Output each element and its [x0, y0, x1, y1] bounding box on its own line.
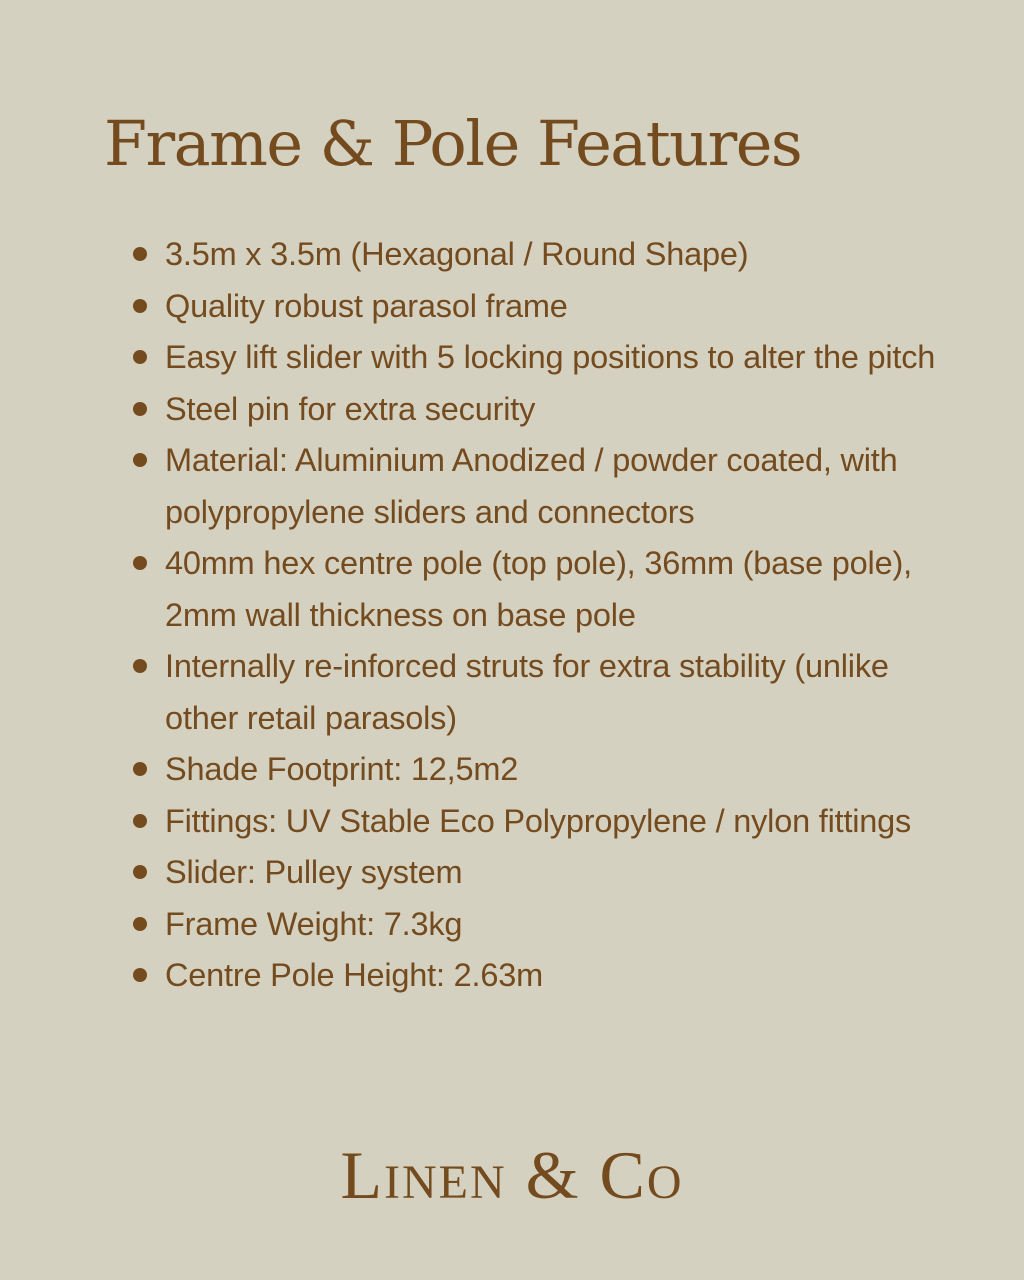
bullet-icon: [133, 299, 147, 313]
feature-text: Material: Aluminium Anodized / powder coated, with polypropylene sliders and connectors: [165, 442, 898, 530]
page-title: Frame & Pole Features: [104, 107, 802, 180]
brand-logo: Linen & Co: [340, 1137, 684, 1213]
bullet-icon: [133, 762, 147, 776]
feature-item: [165, 229, 955, 281]
feature-text: Slider: Pulley system: [165, 854, 463, 890]
bullet-icon: [133, 350, 147, 364]
feature-text: Centre Pole Height: 2.63m: [165, 957, 543, 993]
feature-text: Internally re-inforced struts for extra stability (unlike other retail parasols): [165, 648, 889, 736]
feature-text: Frame Weight: 7.3kg: [165, 905, 463, 942]
bullet-icon: [133, 917, 147, 931]
feature-item: [165, 847, 955, 899]
bullet-icon: [133, 659, 147, 673]
bullet-icon: [133, 453, 147, 467]
feature-list: [165, 229, 955, 1002]
bullet-icon: [133, 556, 147, 570]
feature-text: Quality robust parasol frame: [165, 287, 568, 324]
feature-text: 40mm hex centre pole (top pole), 36mm (base pole), 2mm wall thickness on base pole: [165, 545, 912, 633]
feature-item: [165, 796, 955, 848]
bullet-icon: [133, 814, 147, 828]
bullet-icon: [133, 865, 147, 879]
bullet-icon: [133, 402, 147, 416]
feature-item: [165, 538, 955, 641]
feature-item: [165, 641, 955, 744]
feature-text: Fittings: UV Stable Eco Polypropylene / nylon fittings: [165, 802, 912, 839]
feature-item: [165, 435, 955, 538]
feature-item: [165, 950, 955, 1002]
bullet-icon: [133, 968, 147, 982]
feature-text: Steel pin for extra security: [165, 390, 536, 427]
bullet-icon: [133, 247, 147, 261]
feature-item: [165, 899, 955, 951]
feature-item: [165, 332, 955, 384]
feature-text: 3.5m x 3.5m (Hexagonal / Round Shape): [165, 236, 749, 272]
feature-item: [165, 384, 955, 436]
feature-item: [165, 281, 955, 333]
feature-text: Easy lift slider with 5 locking positions to alter the pitch: [165, 339, 936, 375]
feature-text: Shade Footprint: 12,5m2: [165, 751, 519, 787]
feature-item: [165, 744, 955, 796]
